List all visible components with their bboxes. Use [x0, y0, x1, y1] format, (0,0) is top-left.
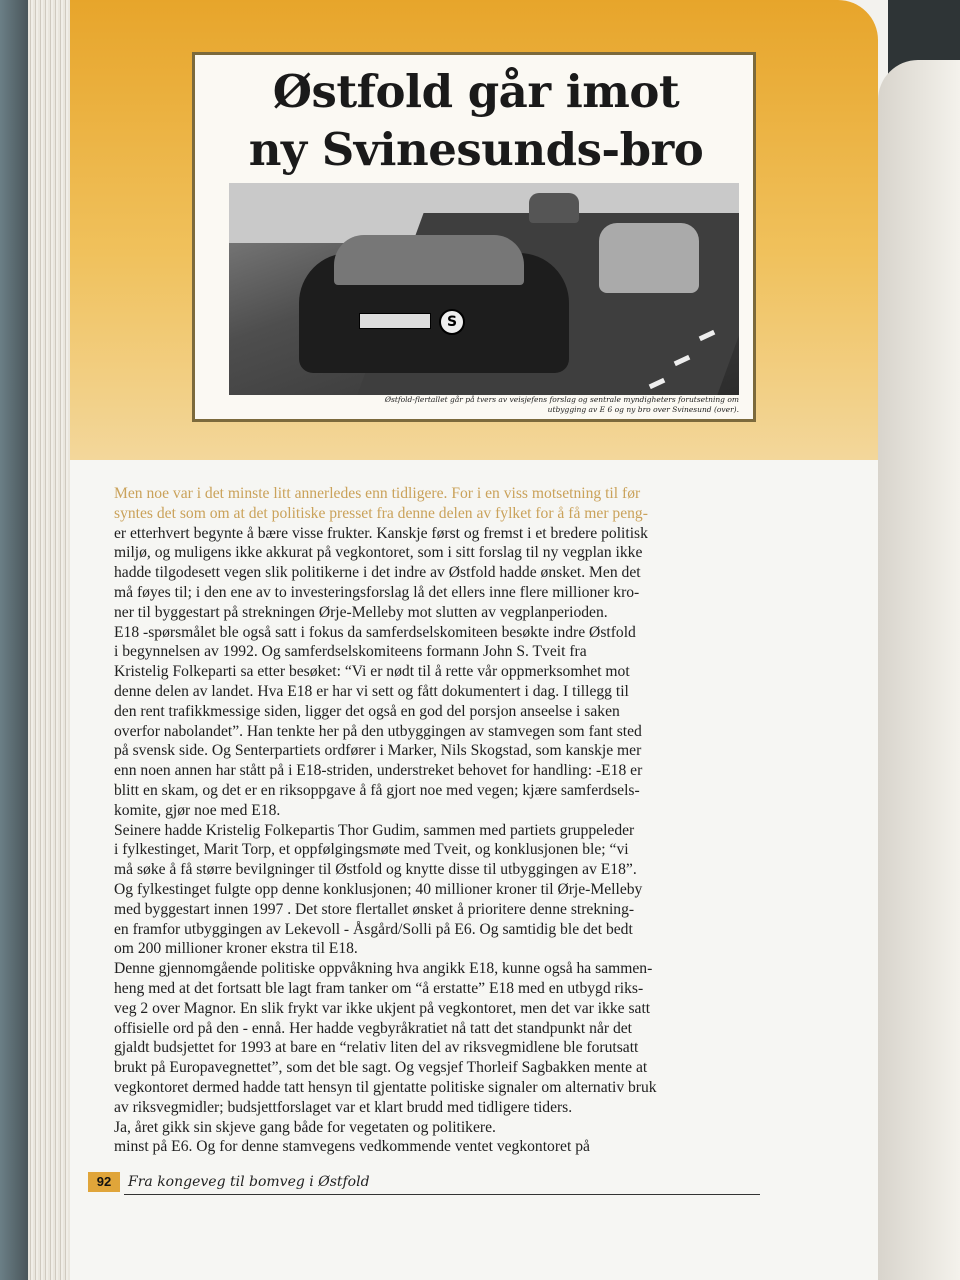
text-line: ner til byggestart på strekningen Ørje-Melleby mot slutten av vegplanperioden.	[114, 603, 608, 621]
text-line: Kristelig Folkeparti sa etter besøket: “Vi er nødt til å rette vår oppmerksomhet mot	[114, 663, 630, 681]
text-line: i begynnelsen av 1992. Og samferdselskomiteens formann John S. Tveit fra	[114, 643, 587, 661]
text-line: på svensk side. Og Senterpartiets ordfører i Marker, Nils Skogstad, som kanskje mer	[114, 742, 642, 760]
text-line: E18 -spørsmålet ble også satt i fokus da samferdselskomiteen besøkte indre Østfold	[114, 623, 636, 641]
text-line: Ja, året gikk sin skjeve gang både for vegetaten og politikere.	[114, 1118, 496, 1136]
text-line: veg 2 over Magnor. En slik frykt var ikke ukjent på vegkontoret, men det var ikke satt	[114, 999, 651, 1017]
text-line: heng med at det fortsatt ble lagt fram tanker om “å erstatte” E18 med en utbygd riks-	[114, 979, 644, 997]
text-line: den rent trafikkmessige siden, ligger det også en god del porsjon anseelse i saken	[114, 702, 620, 720]
text-line: brukt på Europavegnettet”, som det ble sagt. Og vegsjef Thorleif Sagbakken mente at	[114, 1059, 648, 1077]
text-line: om 200 millioner kroner ekstra til E18.	[114, 940, 358, 958]
text-line: Seinere hadde Kristelig Folkepartis Thor Gudim, sammen med partiets gruppeleder	[114, 821, 635, 839]
photo-car-window	[334, 235, 524, 285]
photo-country-badge: S	[439, 309, 465, 335]
page-footer	[88, 1172, 760, 1202]
text-line: Og fylkestinget fulgte opp denne konklusjonen; 40 millioner kroner til Ørje-Melleby	[114, 880, 643, 898]
text-line: blitt en skam, og det er en riksoppgave å få gjort noe med vegen; kjære samferdsels-	[114, 781, 640, 799]
caption-line: utbygging av E 6 og ny bro over Svinesund (over).	[547, 405, 739, 414]
text-line: vegkontoret dermed hadde tatt hensyn til gjentatte politiske signaler om alternativ bruk	[114, 1078, 657, 1096]
text-line: med byggestart innen 1997 . Det store flertallet ønsket å prioritere denne strekning-	[114, 900, 635, 918]
text-line: enn noen annen har stått på i E18-striden, understreket behovet for handling: -E18 er	[114, 762, 643, 780]
text-line: er etterhvert begynte å bære visse frukter. Kanskje først og fremst i et bredere politisk	[114, 524, 648, 542]
text-line: gjaldt budsjettet for 1993 at bare en “relativ liten del av riksvegmidlene ble forutsatt	[114, 1039, 639, 1057]
photo-license-plate	[359, 313, 431, 329]
headline-line-1: Østfold går imot	[272, 65, 680, 118]
text-line: hadde tilgodesett vegen slik politikerne i det indre av Østfold hadde ønsket. Men det	[114, 564, 641, 582]
newspaper-clipping	[192, 52, 756, 422]
body-text	[114, 484, 756, 1157]
text-line: i fylkestinget, Marit Torp, et oppfølgingsmøte med Tveit, og konklusjonen ble; “vi	[114, 841, 629, 859]
clipping-headline	[209, 63, 743, 179]
text-line: minst på E6. Og for denne stamvegens vedkommende ventet vegkontoret på	[114, 1138, 590, 1156]
headline-line-2: ny Svinesunds-bro	[248, 123, 704, 176]
footer-rule	[124, 1194, 760, 1195]
text-line: overfor nabolandet”. Han tenkte her på den utbyggingen av stamvegen som fant sted	[114, 722, 642, 740]
page-edges	[28, 0, 76, 1280]
text-line: en framfor utbyggingen av Lekevoll - Åsgård/Solli på E6. Og samtidig ble det bedt	[114, 920, 633, 938]
running-title: Fra kongeveg til bomveg i Østfold	[128, 1174, 370, 1190]
text-line: må føyes til; i den ene av to investeringsforslag lå det ellers inne flere millioner kro-	[114, 583, 640, 601]
text-line: Denne gjennomgående politiske oppvåkning hva angikk E18, kunne også ha sammen-	[114, 960, 653, 978]
clipping-photo	[229, 183, 739, 395]
photo-distant-car	[529, 193, 579, 223]
text-line: offisielle ord på den - ennå. Her hadde vegbyråkratiet nå tatt det standpunkt når det	[114, 1019, 633, 1037]
text-line: av riksvegmidler; budsjettforslaget var et klart brudd med tidligere tiders.	[114, 1098, 573, 1116]
clipping-caption	[229, 395, 739, 415]
text-line: denne delen av landet. Hva E18 er har vi sett og fått dokumentert i dag. I tillegg til	[114, 682, 629, 700]
photo-car-right	[599, 223, 699, 293]
text-line: må søke å få større bevilgninger til Østfold og knytte disse til utbyggingen av E18”.	[114, 861, 637, 879]
text-line: Men noe var i det minste litt annerledes enn tidligere. For i en viss motsetning til før	[114, 485, 641, 502]
text-line: syntes det som om at det politiske presset fra denne delen av fylket for å få mer peng-	[114, 504, 648, 522]
facing-page	[878, 60, 960, 1280]
text-line: miljø, og muligens ikke akkurat på vegkontoret, som i sitt forslag til ny vegplan ikke	[114, 544, 643, 562]
page-number: 92	[88, 1172, 120, 1192]
text-line: komite, gjør noe med E18.	[114, 801, 281, 819]
caption-line: Østfold-flertallet går på tvers av veisjefens forslag og sentrale myndigheters forutsetning om	[384, 395, 739, 404]
